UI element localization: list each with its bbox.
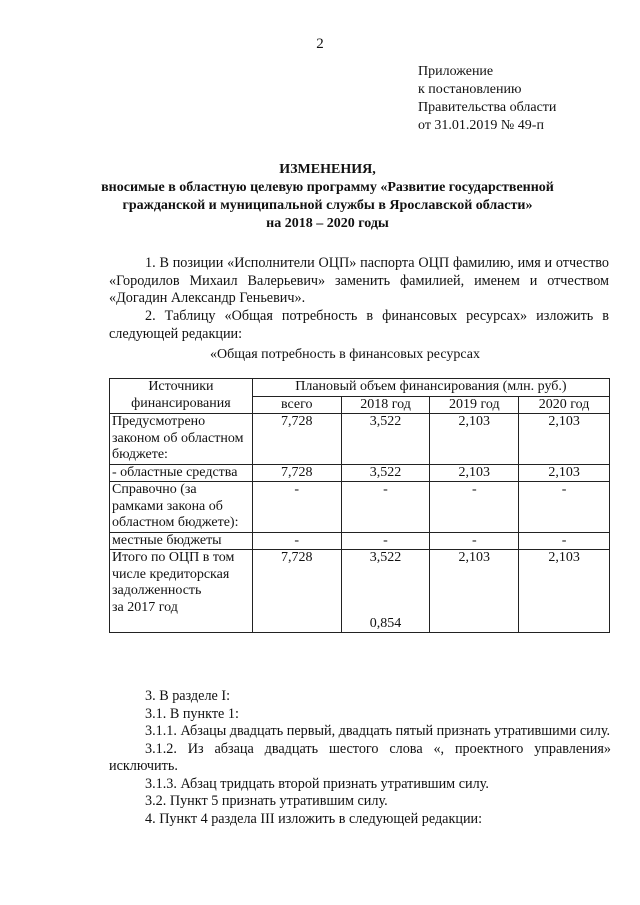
appendix-line: Приложение — [418, 64, 494, 79]
list-item: 4. Пункт 4 раздела III изложить в следующей редакции: — [145, 810, 483, 827]
financing-table — [109, 378, 610, 633]
header-source: Источники финансирования — [110, 379, 253, 414]
row-source — [110, 550, 253, 633]
list-item: 3.1.2. Из абзаца двадцать шестого слова «, проектного управления» исключить. — [109, 740, 611, 774]
cell-2018: - — [341, 482, 430, 533]
row-source: Справочно (за рамками закона об областном бюджете): — [110, 482, 253, 533]
cell-2019: - — [430, 532, 519, 550]
cell-2020: 2,103 — [519, 550, 610, 633]
list-item: 3.1.3. Абзац тридцать второй признать утратившим силу. — [145, 775, 489, 792]
title-line: ИЗМЕНЕНИЯ, — [279, 162, 376, 177]
appendix-block — [418, 63, 556, 135]
title-line: вносимые в областную целевую программу «Развитие государственной — [101, 180, 554, 195]
row-source: - областные средства — [110, 464, 253, 482]
table-row — [110, 464, 610, 482]
cell-2020: 2,103 — [519, 414, 610, 465]
cell-2018: 3,522 — [341, 414, 430, 465]
cell-2019: - — [430, 482, 519, 533]
title-line: на 2018 – 2020 годы — [266, 216, 389, 231]
title-line: гражданской и муниципальной службы в Ярославской области» — [122, 198, 533, 213]
cell-total: - — [252, 532, 341, 550]
cell-2018-extra: 0,854 — [369, 615, 402, 631]
cell-2019: 2,103 — [430, 414, 519, 465]
header-2018: 2018 год — [341, 396, 430, 414]
appendix-line: от 31.01.2019 № 49-п — [418, 118, 544, 133]
cell-2020: - — [519, 532, 610, 550]
paragraph-2: 2. Таблицу «Общая потребность в финансовых ресурсах» изложить в следующей редакции: — [109, 308, 609, 342]
header-2019: 2019 год — [430, 396, 519, 414]
paragraph-1: 1. В позиции «Исполнители ОЦП» паспорта ОЦП фамилию, имя и отчество «Городилов Михаил Валерьевич» заменить фамилией, именем и отчеством «Догадин Александр Геньевич». — [109, 255, 609, 306]
header-2020: 2020 год — [519, 396, 610, 414]
cell-total: 7,728 — [252, 464, 341, 482]
cell-2018 — [341, 550, 430, 633]
table-row — [110, 532, 610, 550]
table-row — [110, 550, 610, 633]
cell-total: 7,728 — [252, 550, 341, 633]
cell-total: - — [252, 482, 341, 533]
spacer — [344, 567, 428, 616]
header-plan: Плановый объем финансирования (млн. руб.) — [252, 379, 609, 397]
table-row — [110, 482, 610, 533]
cell-2020: 2,103 — [519, 464, 610, 482]
cell-2020: - — [519, 482, 610, 533]
table-row — [110, 414, 610, 465]
list-item: 3.1. В пункте 1: — [145, 705, 239, 722]
row-source: местные бюджеты — [110, 532, 253, 550]
page-number: 2 — [316, 36, 324, 52]
document-title — [90, 161, 565, 233]
cell-total: 7,728 — [252, 414, 341, 465]
amendment-list — [109, 688, 611, 828]
list-item: 3.1.1. Абзацы двадцать первый, двадцать пятый признать утратившими силу. — [145, 723, 611, 739]
appendix-line: к постановлению — [418, 82, 522, 97]
header-total: всего — [252, 396, 341, 414]
list-item: 3. В разделе I: — [145, 688, 231, 704]
cell-2018-main: 3,522 — [369, 550, 402, 565]
cell-2019: 2,103 — [430, 550, 519, 633]
row-source-main: Итого по ОЦП в том числе кредиторская задолженность — [112, 550, 235, 598]
cell-2018: 3,522 — [341, 464, 430, 482]
list-item: 3.2. Пункт 5 признать утратившим силу. — [145, 793, 388, 809]
table-caption: «Общая потребность в финансовых ресурсах — [210, 347, 480, 362]
cell-2019: 2,103 — [430, 464, 519, 482]
row-source-extra: за 2017 год — [112, 599, 178, 615]
appendix-line: Правительства области — [418, 100, 557, 115]
cell-2018: - — [341, 532, 430, 550]
row-source: Предусмотрено законом об областном бюджете: — [110, 414, 253, 465]
